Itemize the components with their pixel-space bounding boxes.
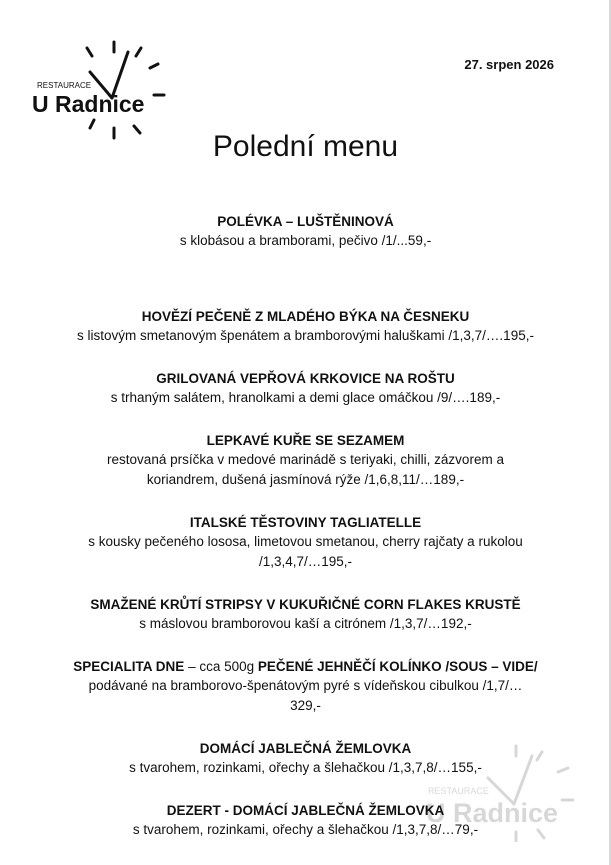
- menu-item: [0, 307, 611, 346]
- item-desc: s listovým smetanovým špenátem a bramborovými haluškami /1,3,7/….195,-: [77, 328, 534, 343]
- item-name: LEPKAVÉ KUŘE SE SEZAMEM: [206, 433, 405, 448]
- item-name: GRILOVANÁ VEPŘOVÁ KRKOVICE NA ROŠTU: [156, 371, 455, 386]
- item-desc: s tvarohem, rozinkami, ořechy a šlehačkou /1,3,7,8/…79,-: [132, 822, 479, 837]
- menu-item-soup: [0, 212, 611, 251]
- item-desc: s máslovou bramborovou kaší a citrónem /1,3,7/…192,-: [139, 616, 472, 631]
- menu-date: 27. srpen 2026: [464, 57, 554, 72]
- item-name: HOVĚZÍ PEČENĚ Z MLADÉHO BÝKA NA ČESNEKU: [141, 309, 470, 324]
- clock-icon: [87, 42, 164, 138]
- menu-item: [0, 513, 611, 572]
- item-name: DOMÁCÍ JABLEČNÁ ŽEMLOVKA: [199, 741, 412, 756]
- item-desc: restovaná prsíčka v medové marinádě s teriyaki, chilli, zázvorem a koriandrem, dušená jasmínová rýže /1,6,8,11/…189,-: [107, 452, 504, 487]
- item-name: ITALSKÉ TĚSTOVINY TAGLIATELLE: [189, 515, 422, 530]
- page-title: Polední menu: [212, 130, 399, 163]
- watermark-logo: [418, 742, 578, 842]
- menu-item: [0, 431, 611, 490]
- item-desc: s klobásou a bramborami, pečivo /1/...59,-: [179, 233, 432, 248]
- watermark-small-text: RESTAURACE: [428, 786, 489, 796]
- special-dish: PEČENÉ JEHNĚČÍ KOLÍNKO /SOUS – VIDE/: [257, 659, 538, 674]
- item-name: POLÉVKA – LUŠTĚNINOVÁ: [217, 214, 394, 229]
- logo-big-text: U Radnice: [32, 91, 145, 117]
- menu-item: [0, 369, 611, 408]
- special-weight: – cca 500g: [184, 659, 258, 674]
- watermark-big-text: U Radnice: [426, 798, 559, 828]
- item-name: [0, 657, 611, 676]
- restaurant-logo: [32, 40, 167, 140]
- menu-item-special: [0, 657, 611, 716]
- item-desc: s kousky pečeného lososa, limetovou smetanou, cherry rajčaty a rukolou /1,3,4,7/…195,-: [88, 534, 523, 569]
- logo-small-text: RESTAURACE: [37, 81, 92, 90]
- item-desc: podávané na bramborovo-špenátovým pyré s vídeňskou cibulkou /1,7/…329,-: [88, 678, 523, 713]
- item-desc: s trhaným salátem, hranolkami a demi glace omáčkou /9/….189,-: [110, 390, 501, 405]
- item-name: SMAŽENÉ KRŮTÍ STRIPSY V KUKUŘIČNÉ CORN FLAKES KRUSTĚ: [90, 597, 521, 612]
- menu-item: [0, 595, 611, 634]
- item-desc: s tvarohem, rozinkami, ořechy a šlehačkou /1,3,7,8/…155,-: [129, 760, 482, 775]
- special-label: SPECIALITA DNE: [73, 659, 185, 674]
- item-name: DEZERT - DOMÁCÍ JABLEČNÁ ŽEMLOVKA: [166, 803, 445, 818]
